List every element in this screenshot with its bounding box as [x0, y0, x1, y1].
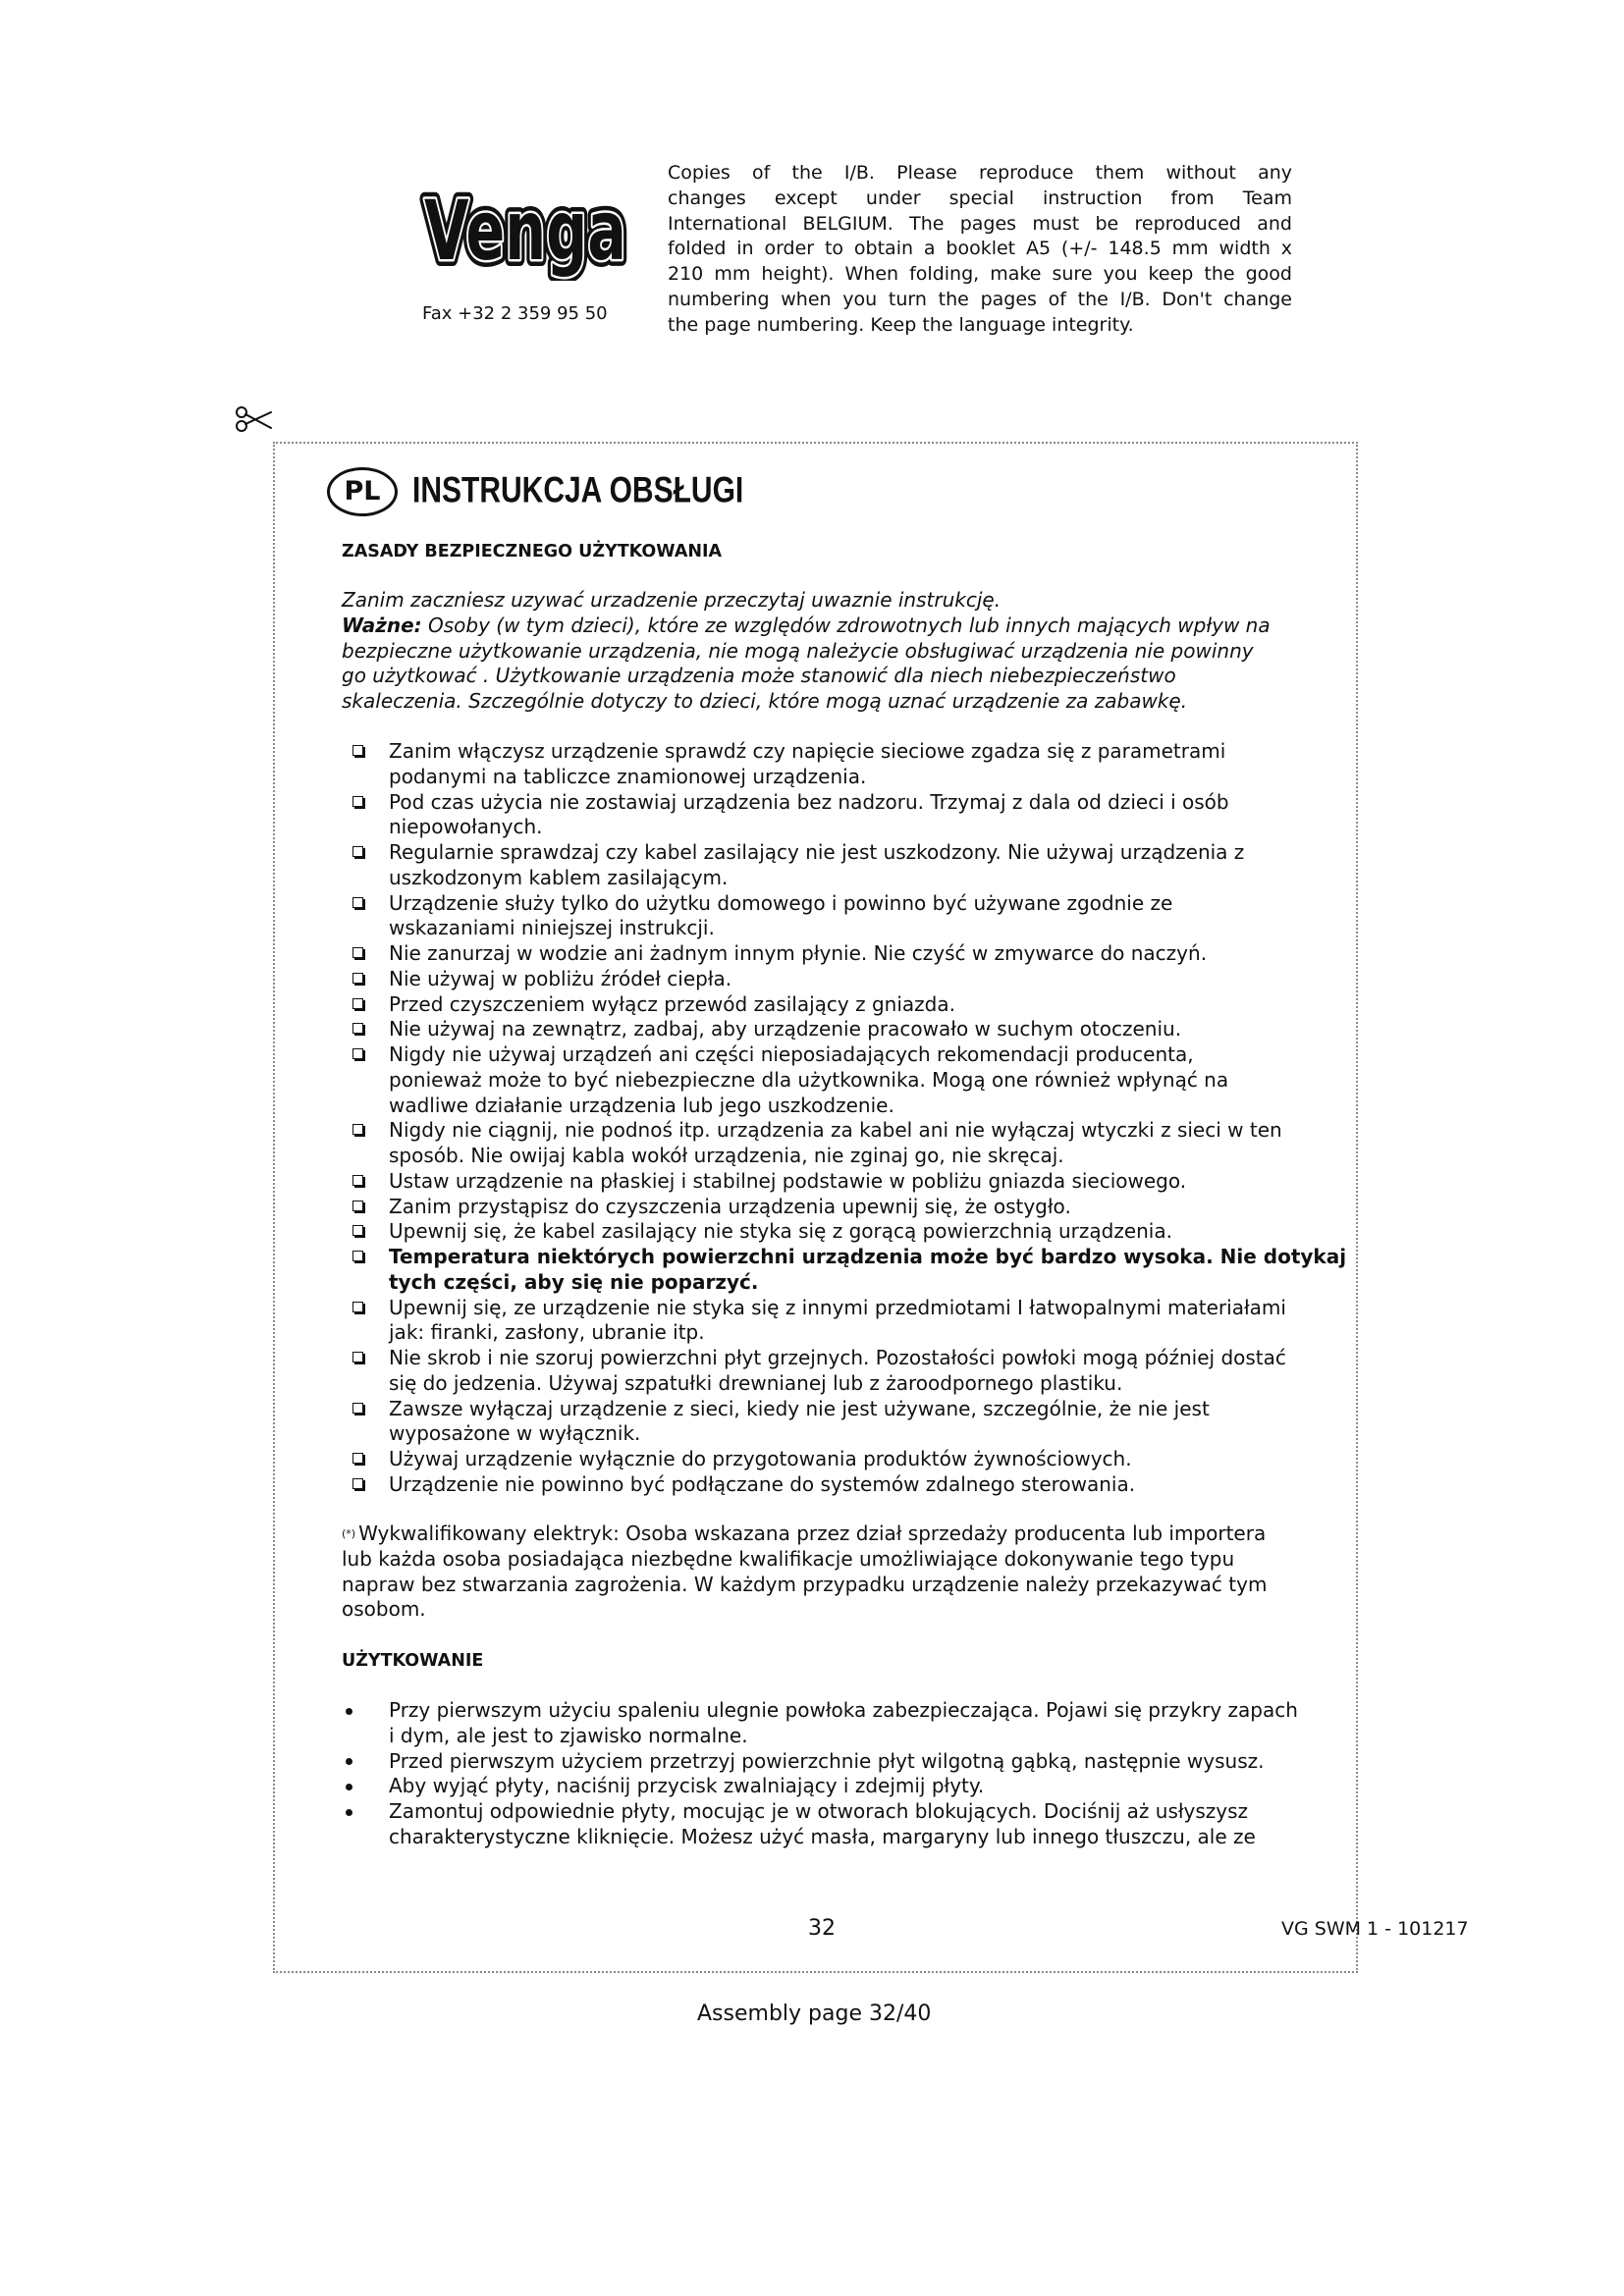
notice-line: folded in order to obtain a booklet A5 (+/- 148.5 mm width x — [668, 238, 1292, 260]
notice-line: 210 mm height). When folding, make sure you keep the good — [668, 263, 1292, 285]
checkbox-bullet-icon — [352, 897, 363, 908]
assembly-page-label: Assembly page 32/40 — [697, 2002, 932, 2026]
logo-inline: Venga — [424, 187, 626, 279]
safety-item-text: Upewnij się, że kabel zasilający nie styka się z gorącą powierzchnią urządzenia. — [389, 1219, 1172, 1244]
checkbox-bullet-icon — [352, 1478, 363, 1489]
safety-item — [342, 992, 1346, 1018]
checkbox-bullet-icon — [352, 1302, 363, 1312]
intro-line-text: Osoby (w tym dzieci), które ze względów zdrowotnych lub innych mających wpływ na — [428, 613, 1271, 637]
safety-item — [342, 790, 1346, 841]
safety-item-text: Ustaw urządzenie na płaskiej i stabilnej podstawie w pobliżu gniazda sieciowego. — [389, 1168, 1187, 1193]
fax-number: Fax +32 2 359 95 50 — [422, 303, 608, 324]
footnote-marker: (*) — [342, 1527, 356, 1540]
checkbox-bullet-icon — [352, 1124, 363, 1135]
intro-line: Zanim zaczniesz uzywać urzadzenie przeczytaj uwaznie instrukcję. — [342, 588, 1001, 612]
safety-item-text: Regularnie sprawdzaj czy kabel zasilający nie jest uszkodzony. Nie używaj urządzenia z uszkodzonym kablem zasilającym. — [389, 840, 1245, 889]
intro-line: go użytkować . Użytkowanie urządzenia może stanowić dla niech niebezpieczeństwo — [342, 664, 1176, 688]
checkbox-bullet-icon — [352, 745, 363, 756]
checkbox-bullet-icon — [352, 1403, 363, 1414]
checkbox-bullet-icon — [352, 1048, 363, 1059]
safety-item — [342, 1346, 1346, 1397]
safety-list — [342, 739, 1346, 1498]
checkbox-bullet-icon — [352, 796, 363, 807]
safety-item — [342, 1219, 1346, 1245]
safety-item-text: Temperatura niektórych powierzchni urządzenia może być bardzo wysoka. Nie dotykaj tych części, aby się nie poparzyć. — [389, 1245, 1347, 1294]
safety-item-text: Pod czas użycia nie zostawiaj urządzenia bez nadzoru. Trzymaj z dala od dzieci i osób niepowołanych. — [389, 789, 1229, 839]
safety-item — [342, 1195, 1346, 1220]
notice-line: International BELGIUM. The pages must be reproduced and — [668, 212, 1292, 235]
safety-item — [342, 1447, 1346, 1472]
safety-item-text: Nigdy nie używaj urządzeń ani części nieposiadających rekomendacji producenta, ponieważ może to być niebezpieczne dla użytkownika. Mogą one również wpłynąć na wadliwe działanie urządzenia lub jego uszkodzenie. — [389, 1042, 1229, 1117]
checkbox-bullet-icon — [352, 1175, 363, 1186]
safety-item — [342, 1017, 1346, 1042]
checkbox-bullet-icon — [352, 998, 363, 1009]
safety-item — [342, 1296, 1346, 1347]
usage-list — [342, 1698, 1298, 1850]
safety-item-text: Przed czyszczeniem wyłącz przewód zasilający z gniazda. — [389, 991, 955, 1016]
safety-item — [342, 840, 1346, 891]
safety-item — [342, 1397, 1346, 1448]
safety-item-text: Urządzenie nie powinno być podłączane do systemów zdalnego sterowania. — [389, 1471, 1136, 1496]
safety-item — [342, 739, 1346, 790]
notice-line: Copies of the I/B. Please reproduce them without any — [668, 162, 1292, 184]
safety-item-text: Nie zanurzaj w wodzie ani żadnym innym płynie. Nie czyść w zmywarce do naczyń. — [389, 941, 1208, 965]
document-code: VG SWM 1 - 101217 — [1281, 1918, 1469, 1940]
logo-fill: Venga — [424, 187, 626, 279]
safety-item-text: Nie używaj w pobliżu źródeł ciepła. — [389, 966, 732, 990]
dot-bullet-icon — [346, 1758, 352, 1765]
intro-line-important — [342, 614, 1271, 639]
usage-item — [342, 1749, 1298, 1775]
safety-item — [342, 1118, 1346, 1169]
safety-item-warning — [342, 1245, 1346, 1296]
usage-item — [342, 1698, 1298, 1749]
usage-item-text: Przed pierwszym użyciem przetrzyj powierzchnie płyt wilgotną gąbką, następnie wysusz. — [389, 1748, 1265, 1773]
safety-heading: ZASADY BEZPIECZNEGO UŻYTKOWANIA — [342, 542, 723, 561]
safety-item — [342, 1169, 1346, 1195]
safety-item-text: Zanim włączysz urządzenie sprawdź czy napięcie sieciowe zgadza się z parametrami podanymi na tabliczce znamionowej urządzenia. — [389, 739, 1226, 788]
checkbox-bullet-icon — [352, 947, 363, 958]
notice-line: changes except under special instruction from Team — [668, 187, 1292, 209]
notice-line: numbering when you turn the pages of the I/B. Don't change — [668, 288, 1292, 310]
footnote — [342, 1522, 1267, 1623]
dot-bullet-icon — [346, 1784, 352, 1790]
usage-item-text: Przy pierwszym użyciu spaleniu ulegnie powłoka zabezpieczająca. Pojawi się przykry zapach i dym, ale jest to zjawisko normalne. — [389, 1698, 1298, 1747]
intro-line: bezpieczne użytkowanie urządzenia, nie mogą należycie obsługiwać urządzenia nie powinny — [342, 638, 1254, 663]
safety-item-text: Nie używaj na zewnątrz, zadbaj, aby urządzenie pracowało w suchym otoczeniu. — [389, 1017, 1182, 1041]
checkbox-bullet-icon — [352, 846, 363, 857]
important-label: Ważne: — [342, 613, 422, 637]
usage-item-text: Aby wyjąć płyty, naciśnij przycisk zwalniający i zdejmij płyty. — [389, 1774, 985, 1798]
language-badge: PL — [327, 467, 398, 516]
checkbox-bullet-icon — [352, 1225, 363, 1236]
safety-item-text: Używaj urządzenie wyłącznie do przygotowania produktów żywnościowych. — [389, 1447, 1132, 1470]
safety-item — [342, 967, 1346, 992]
usage-heading: UŻYTKOWANIE — [342, 1651, 484, 1671]
intro-line: skaleczenia. Szczególnie dotyczy to dzieci, które mogą uznać urządzenie za zabawkę. — [342, 689, 1188, 713]
checkbox-bullet-icon — [352, 973, 363, 984]
manual-title: INSTRUKCJA OBSŁUGI — [412, 469, 744, 510]
safety-item — [342, 1472, 1346, 1498]
safety-item-text: Nie skrob i nie szoruj powierzchni płyt grzejnych. Pozostałości powłoki mogą później dostać się do jedzenia. Używaj szpatułki drewnianej lub z żaroodpornego plastiku. — [389, 1346, 1286, 1395]
dot-bullet-icon — [346, 1708, 352, 1715]
safety-item-text: Upewnij się, ze urządzenie nie styka się z innymi przedmiotami I łatwopalnymi materiałami jak: firanki, zasłony, ubranie itp. — [389, 1295, 1286, 1345]
checkbox-bullet-icon — [352, 1251, 363, 1261]
safety-item — [342, 1042, 1346, 1118]
checkbox-bullet-icon — [352, 1352, 363, 1362]
usage-item — [342, 1799, 1298, 1850]
reproduction-notice — [668, 161, 1292, 338]
safety-item-text: Zawsze wyłączaj urządzenie z sieci, kiedy nie jest używane, szczególnie, że nie jest wyposażone w wyłącznik. — [389, 1396, 1210, 1446]
venga-logo — [416, 187, 634, 281]
checkbox-bullet-icon — [352, 1201, 363, 1211]
notice-line: the page numbering. Keep the language integrity. — [668, 313, 1134, 336]
safety-item — [342, 941, 1346, 967]
checkbox-bullet-icon — [352, 1023, 363, 1034]
safety-item-text: Nigdy nie ciągnij, nie podnoś itp. urządzenia za kabel ani nie wyłączaj wtyczki z sieci w ten sposób. Nie owijaj kabla wokół urządzenia, nie zginaj go, nie skręcaj. — [389, 1118, 1282, 1167]
footnote-text: Wykwalifikowany elektryk: Osoba wskazana przez dział sprzedaży producenta lub importera lub każda osoba posiadająca niezbędne kwalifikacje umożliwiające dokonywanie tego typu napraw bez stwarzania zagrożenia. W każdym przypadku urządzenie należy przekazywać tym osobom. — [342, 1522, 1268, 1622]
usage-item-text: Zamontuj odpowiednie płyty, mocując je w otworach blokujących. Dociśnij aż usłyszysz charakterystyczne kliknięcie. Możesz użyć masła, margaryny lub innego tłuszczu, ale ze — [389, 1799, 1256, 1848]
safety-intro — [342, 588, 1271, 715]
safety-item-text: Urządzenie służy tylko do użytku domowego i powinno być używane zgodnie ze wskazaniami niniejszej instrukcji. — [389, 890, 1173, 940]
safety-item — [342, 891, 1346, 942]
logo-outline: Venga — [424, 187, 626, 279]
usage-item — [342, 1774, 1298, 1799]
page-number: 32 — [808, 1916, 836, 1941]
scissors-icon — [234, 404, 275, 434]
dot-bullet-icon — [346, 1809, 352, 1816]
checkbox-bullet-icon — [352, 1453, 363, 1464]
safety-item-text: Zanim przystąpisz do czyszczenia urządzenia upewnij się, że ostygło. — [389, 1194, 1071, 1218]
